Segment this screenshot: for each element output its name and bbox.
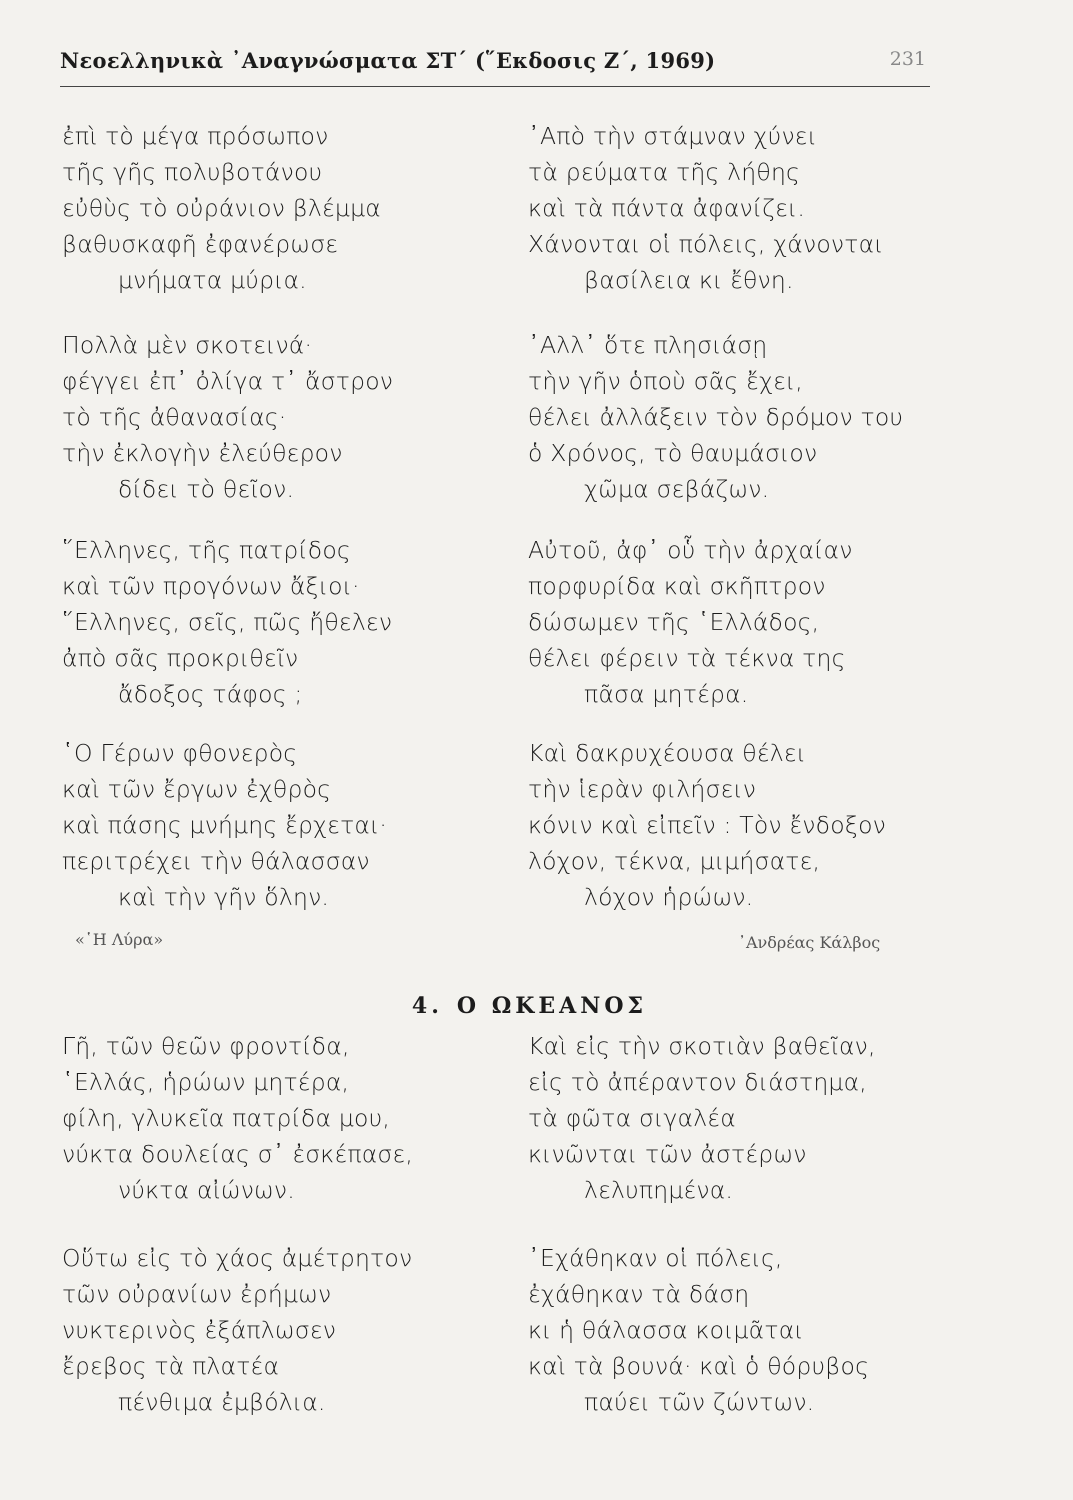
verse-line: φέγγει ἐπ᾿ ὀλίγα τ᾿ ἄστρον — [62, 367, 394, 395]
verse-line: ἐχάθηκαν τὰ δάση — [528, 1280, 750, 1308]
verse-line: πορφυρίδα καὶ σκῆπτρον — [528, 572, 826, 600]
verse-line: ῞Ελληνες, τῆς πατρίδος — [62, 536, 351, 564]
stanza — [528, 735, 968, 915]
running-header — [60, 46, 930, 87]
stanza — [528, 1240, 968, 1420]
verse-line: καὶ τὰ πάντα ἀφανίζει. — [528, 194, 806, 222]
verse-line: περιτρέχει τὴν θάλασσαν — [62, 847, 370, 875]
stanza — [528, 532, 968, 712]
verse-line: ᾿Εχάθηκαν οἱ πόλεις, — [528, 1244, 783, 1272]
verse-line: ᾿Αλλ᾿ ὅτε πλησιάσῃ — [528, 331, 768, 359]
verse-line: φίλη, γλυκεῖα πατρίδα μου, — [62, 1104, 391, 1132]
stanza — [62, 735, 502, 915]
verse-line: Οὕτω εἰς τὸ χάος ἀμέτρητον — [62, 1244, 413, 1272]
verse-line: νύκτα δουλείας σ᾿ ἐσκέπασε, — [62, 1140, 414, 1168]
verse-line: πένθιμα ἐμβόλια. — [118, 1388, 326, 1416]
verse-line: τῶν οὐρανίων ἐρήμων — [62, 1280, 332, 1308]
verse-line: βασίλεια κι ἔθνη. — [584, 266, 794, 294]
verse-line: ῾Ο Γέρων φθονερὸς — [62, 739, 298, 767]
verse-line: τὴν ἱερὰν φιλήσειν — [528, 775, 757, 803]
stanza — [528, 1028, 968, 1208]
verse-line: ὁ Χρόνος, τὸ θαυμάσιον — [528, 439, 818, 467]
page-number: 231 — [889, 48, 926, 70]
section-number: 4. — [411, 993, 443, 1019]
verse-line: καὶ πάσης μνήμης ἔρχεται· — [62, 811, 388, 839]
verse-line: θέλει φέρειν τὰ τέκνα της — [528, 644, 846, 672]
verse-line: τὴν γῆν ὁποὺ σᾶς ἔχει, — [528, 367, 803, 395]
verse-line: λόχον, τέκνα, μιμήσατε, — [528, 847, 821, 875]
verse-line: Καὶ δακρυχέουσα θέλει — [528, 739, 807, 767]
verse-line: ἀπὸ σᾶς προκριθεῖν — [62, 644, 299, 672]
stanza — [62, 1028, 502, 1208]
verse-line: δώσωμεν τῆς ῾Ελλάδος, — [528, 608, 820, 636]
verse-line: τὰ φῶτα σιγαλέα — [528, 1104, 736, 1132]
verse-line: Γῆ, τῶν θεῶν φροντίδα, — [62, 1032, 350, 1060]
verse-line: καὶ τῶν ἔργων ἐχθρὸς — [62, 775, 332, 803]
verse-line: θέλει ἀλλάξειν τὸν δρόμον του — [528, 403, 904, 431]
stanza — [62, 327, 502, 507]
verse-line: βαθυσκαφῆ ἐφανέρωσε — [62, 230, 339, 258]
verse-line: παύει τῶν ζώντων. — [584, 1388, 815, 1416]
verse-line: ῞Ελληνες, σεῖς, πῶς ἤθελεν — [62, 608, 393, 636]
verse-line: τὴν ἐκλογὴν ἐλεύθερον — [62, 439, 343, 467]
verse-line: τῆς γῆς πολυβοτάνου — [62, 158, 323, 186]
stanza — [62, 118, 502, 298]
verse-line: ἐπὶ τὸ μέγα πρόσωπον — [62, 122, 329, 150]
verse-line: τὰ ρεύματα τῆς λήθης — [528, 158, 801, 186]
verse-line: Χάνονται οἱ πόλεις, χάνονται — [528, 230, 884, 258]
poem-author: ᾿Ανδρέας Κάλβος — [738, 933, 881, 952]
verse-line: Πολλὰ μὲν σκοτεινά· — [62, 331, 313, 359]
verse-line: καὶ τῶν προγόνων ἄξιοι· — [62, 572, 360, 600]
stanza — [528, 118, 968, 298]
verse-line: τὸ τῆς ἀθανασίας· — [62, 403, 287, 431]
verse-line: εἰς τὸ ἀπέραντον διάστημα, — [528, 1068, 867, 1096]
verse-line: χῶμα σεβάζων. — [584, 475, 770, 503]
poem-source: «῾Η Λύρα» — [75, 930, 164, 949]
verse-line: Καὶ εἰς τὴν σκοτιὰν βαθεῖαν, — [528, 1032, 876, 1060]
stanza — [528, 327, 968, 507]
verse-line: δίδει τὸ θεῖον. — [118, 475, 295, 503]
verse-line: νύκτα αἰώνων. — [118, 1176, 295, 1204]
verse-line: κι ἡ θάλασσα κοιμᾶται — [528, 1316, 804, 1344]
verse-line: Αὐτοῦ, ἀφ᾿ οὗ τὴν ἀρχαίαν — [528, 536, 853, 564]
verse-line: νυκτερινὸς ἐξάπλωσεν — [62, 1316, 337, 1344]
verse-line: ᾿Απὸ τὴν στάμναν χύνει — [528, 122, 817, 150]
verse-line: κινῶνται τῶν ἀστέρων — [528, 1140, 807, 1168]
verse-line: μνήματα μύρια. — [118, 266, 307, 294]
header-title: Νεοελληνικὰ ᾿Αναγνώσματα ΣΤ΄ (῞Εκδοσις Ζ΄, 1969) — [60, 48, 716, 73]
stanza — [62, 1240, 502, 1420]
verse-line: καὶ τὴν γῆν ὅλην. — [118, 883, 330, 911]
verse-line: καὶ τὰ βουνά· καὶ ὁ θόρυβος — [528, 1352, 870, 1380]
section-heading — [0, 993, 1073, 1019]
verse-line: λόχον ἡρώων. — [584, 883, 754, 911]
verse-line: κόνιν καὶ εἰπεῖν : Τὸν ἔνδοξον — [528, 811, 886, 839]
verse-line: ῾Ελλάς, ἡρώων μητέρα, — [62, 1068, 350, 1096]
verse-line: ἄδοξος τάφος ; — [118, 680, 303, 708]
verse-line: λελυπημένα. — [584, 1176, 734, 1204]
section-title-text: Ο ΩΚΕΑΝΟΣ — [456, 993, 648, 1019]
verse-line: εὐθὺς τὸ οὐράνιον βλέμμα — [62, 194, 381, 222]
verse-line: ἔρεβος τὰ πλατέα — [62, 1352, 280, 1380]
stanza — [62, 532, 502, 712]
verse-line: πᾶσα μητέρα. — [584, 680, 749, 708]
